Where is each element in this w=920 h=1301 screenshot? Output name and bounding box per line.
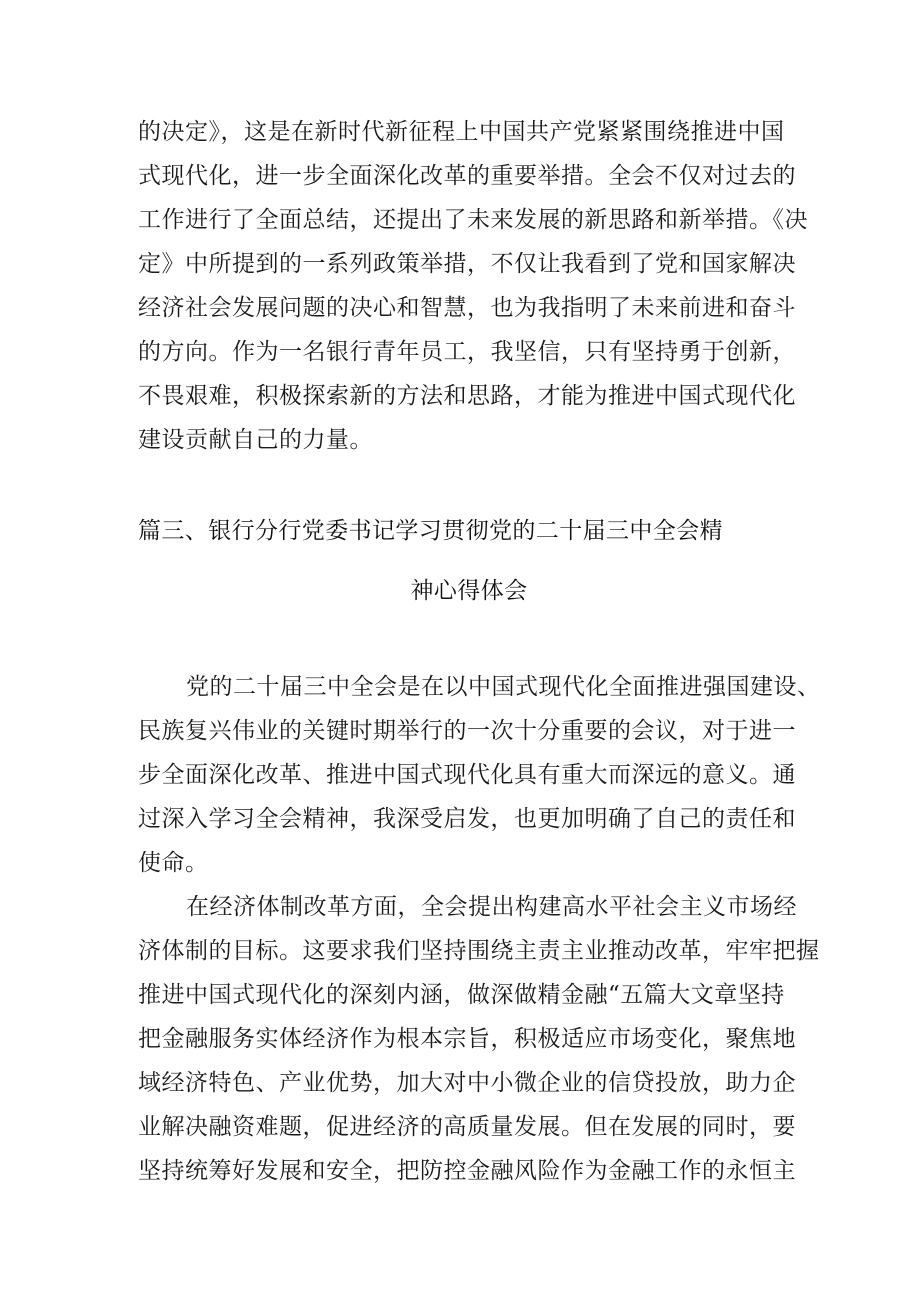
text-line: 的决定》，这是在新时代新征程上中国共产党紧紧围绕推进中国	[138, 119, 785, 145]
paragraph-line: 过深入学习全会精神，我深受启发，也更加明确了自己的责任和	[138, 806, 796, 832]
section-three-body	[138, 665, 821, 1193]
section-title-line-2: 神心得体会	[410, 578, 528, 604]
paragraph-line: 党的二十届三中全会是在以中国式现代化全面推进强国建设、	[186, 674, 821, 700]
paragraph-line: 推进中国式现代化的深刻内涵，做深做精金融“五篇大文章坚持	[138, 982, 785, 1008]
text-line: 式现代化，进一步全面深化改革的重要举措。全会不仅对过去的	[138, 163, 796, 189]
text-line: 定》中所提到的一系列政策举措，不仅让我看到了党和国家解决	[138, 251, 796, 277]
paragraph-line: 把金融服务实体经济作为根本宗旨，积极适应市场变化，聚焦地	[138, 1026, 796, 1052]
text-line: 经济社会发展问题的决心和智慧，也为我指明了未来前进和奋斗	[138, 295, 796, 321]
text-line: 的方向。作为一名银行青年员工，我坚信，只有坚持勇于创新，	[138, 339, 796, 365]
paragraph-line: 民族复兴伟业的关键时期举行的一次十分重要的会议，对于进一	[138, 718, 796, 744]
paragraph-line: 坚持统筹好发展和安全，把防控金融风险作为金融工作的永恒主	[138, 1158, 796, 1184]
paragraph-line: 步全面深化改革、推进中国式现代化具有重大而深远的意义。通	[138, 762, 796, 788]
paragraph-line: 济体制的目标。这要求我们坚持围绕主责主业推动改革，牢牢把握	[138, 938, 820, 964]
text-line: 建设贡献自己的力量。	[138, 427, 373, 453]
text-line: 不畏艰难，积极探索新的方法和思路，才能为推进中国式现代化	[138, 383, 796, 409]
paragraph-line: 在经济体制改革方面，全会提出构建高水平社会主义市场经	[186, 894, 797, 920]
paragraph-line: 域经济特色、产业优势，加大对中小微企业的信贷投放，助力企	[138, 1070, 796, 1096]
text-line: 工作进行了全面总结，还提出了未来发展的新思路和新举措。《决	[138, 207, 808, 233]
paragraph-line: 业解决融资难题，促进经济的高质量发展。但在发展的同时，要	[138, 1114, 796, 1140]
paragraph-line: 使命。	[138, 850, 209, 876]
previous-section-text	[138, 110, 808, 462]
section-title-line-1: 篇三、银行分行党委书记学习贯彻党的二十届三中全会精	[138, 518, 723, 544]
